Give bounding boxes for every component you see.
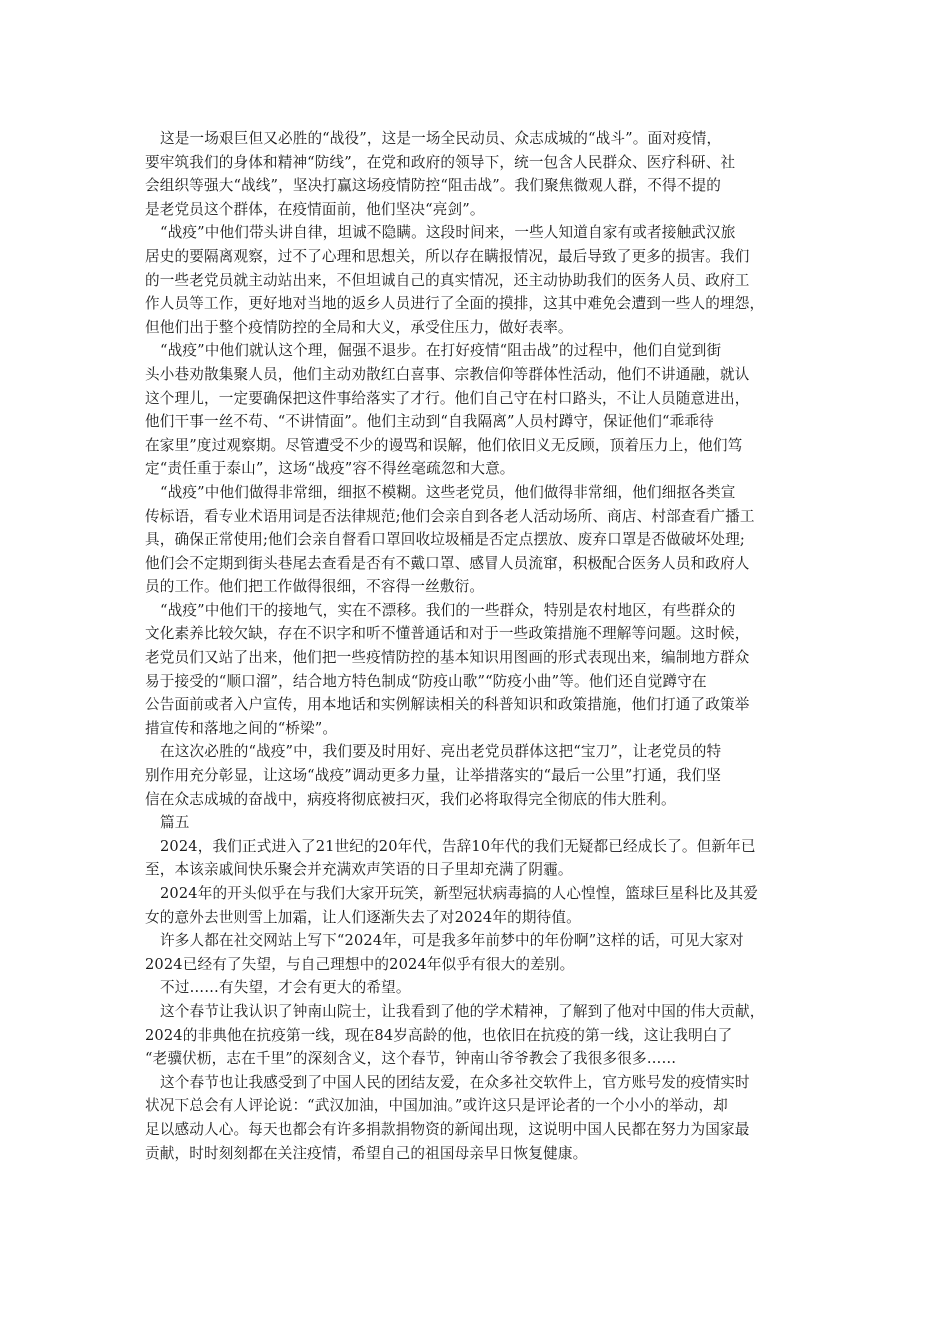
paragraph-2: “战疫”中他们带头讲自律，坦诚不隐瞒。这段时间来，一些人知道自家有或者接触武汉旅 居史的要隔离观察，过不了心理和思想关，所以存在瞒报情况，最后导致了更多的损害。我们 的一些老党员就主动站出来，不但坦诚自己的真实情况，还主动协助我们的医务人员、政府工 作人员等工作，更好地对当地的返乡人员进行了全面的摸排，这其中难免会遭到一些人的埋怨， 但他们出于整个疫情防控的全局和大义，承受住压力，做好表率。 bbox=[145, 224, 765, 336]
paragraph-7: 2024，我们正式进入了21世纪的20年代，告辞10年代的我们无疑都已经成长了。但新年已 至，本该亲戚间快乐聚会并充满欢声笑语的日子里却充满了阴霾。 bbox=[145, 837, 756, 879]
paragraph-1: 这是一场艰巨但又必胜的“战役”，这是一场全民动员、众志成城的“战斗”。面对疫情， 要牢筑我们的身体和精神“防线”，在党和政府的领导下，统一包含人民群众、医疗科研、社 会组织等强大“战线”，坚决打赢这场疫情防控“阻击战”。我们聚焦微观人群，不得不提的 是老党员这个群体，在疫情面前，他们坚决“亮剑”。 bbox=[145, 130, 736, 218]
paragraph-5: “战疫”中他们干的接地气，实在不漂移。我们的一些群众，特别是农村地区，有些群众的 文化素养比较欠缺，存在不识字和听不懂普通话和对于一些政策措施不理解等问题。这时候， 老党员们又站了出来，他们把一些疫情防控的基本知识用图画的形式表现出来，编制地方群众 易于接受的“顺口溜”，结合地方特色制成“防疫山歌”“防疫小曲”等。他们还自觉蹲守在 公告面前或者入户宣传，用本地话和实例解读相关的科普知识和政策措施，他们打通了政策举 措宣传和落地之间的“桥梁”。 bbox=[145, 601, 750, 737]
paragraph-8: 2024年的开头似乎在与我们大家开玩笑，新型冠状病毒搞的人心惶惶，篮球巨星科比及其爱 女的意外去世则雪上加霜，让人们逐渐失去了对2024年的期待值。 bbox=[145, 885, 759, 926]
document-page bbox=[145, 127, 813, 1165]
paragraph-3: “战疫”中他们就认这个理，倔强不退步。在打好疫情“阻击战”的过程中，他们自觉到街 头小巷劝散集聚人员，他们主动劝散红白喜事、宗教信仰等群体性活动，他们不讲通融，就认 这个理儿，一定要确保把这件事给落实了才行。他们自己守在村口路头，不让人员随意进出， 他们干事一丝不苟、“不讲情面”。他们主动到“自我隔离”人员村蹲守，保证他们“乖乖待 在家里”度过观察期。尽管遭受不少的谩骂和误解，他们依旧义无反顾，顶着压力上，他们笃 定“责任重于泰山”，这场“战疫”容不得丝毫疏忽和大意。 bbox=[145, 342, 750, 478]
paragraph-11: 这个春节让我认识了钟南山院士，让我看到了他的学术精神，了解到了他对中国的伟大贡献， 2024的非典他在抗疫第一线，现在84岁高龄的他，也依旧在抗疫的第一线，这让我明白了 “老骥伏枥，志在千里”的深刻含义，这个春节，钟南山爷爷教会了我很多很多…… bbox=[145, 1002, 765, 1068]
paragraph-6: 在这次必胜的“战疫”中，我们要及时用好、亮出老党员群体这把“宝刀”，让老党员的特 别作用充分彰显，让这场“战疫”调动更多力量，让举措落实的“最后一公里”打通，我们坚 信在众志成城的奋战中，病疫将彻底被扫灭，我们必将取得完全彻底的伟大胜利。 bbox=[145, 743, 722, 808]
paragraph-10: 不过……有失望，才会有更大的希望。 bbox=[160, 979, 411, 997]
paragraph-4: “战疫”中他们做得非常细，细抠不模糊。这些老党员，他们做得非常细，他们细抠各类宣 传标语，看专业术语用词是否法律规范;他们会亲自到各老人活动场所、商店、村部查看广播工 具，确保正常使用;他们会亲自督看口罩回收垃圾桶是否定点摆放、废弃口罩是否做破坏处理; 他们会不定期到街头巷尾去查看是否有不戴口罩、感冒人员流窜，积极配合医务人员和政府人 员的工作。他们把工作做得很细，不容得一丝敷衍。 bbox=[145, 483, 755, 596]
paragraph-9: 许多人都在社交网站上写下“2024年，可是我多年前梦中的年份啊”这样的话，可见大家对 2024已经有了失望，与自己理想中的2024年似乎有很大的差别。 bbox=[145, 932, 744, 973]
paragraph-12: 这个春节也让我感受到了中国人民的团结友爱，在众多社交软件上，官方账号发的疫情实时 状况下总会有人评论说：“武汉加油，中国加油。”或许这只是评论者的一个小小的举动，却 足以感动人心。每天也都会有许多捐款捐物资的新闻出现，这说明中国人民都在努力为国家最 贡献，时时刻刻都在关注疫情，希望自己的祖国母亲早日恢复健康。 bbox=[145, 1073, 750, 1162]
section-title: 篇五 bbox=[160, 814, 190, 832]
